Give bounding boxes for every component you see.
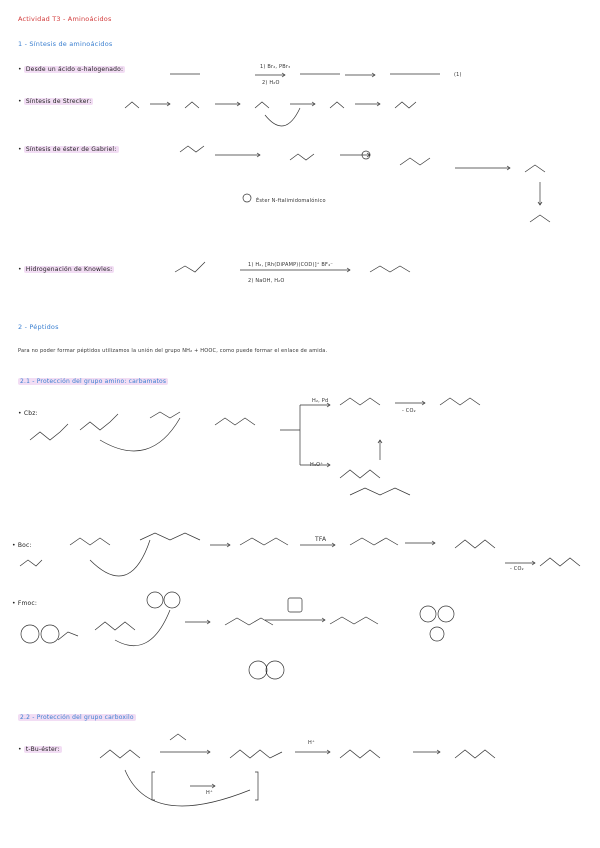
alpha-reagent-2: 2) H₂O (262, 80, 280, 86)
page-title: Actividad T3 - Aminoácidos (18, 15, 112, 23)
reagent-h-plus-1: H⁺ (308, 740, 315, 746)
section-1-title: 1 - Síntesis de aminoácidos (18, 40, 113, 48)
cbz-scheme (30, 398, 480, 495)
knowles-catalyst: 1) H₂, [Rh(DiPAMP)(COD)]⁺ BF₄⁻ (248, 262, 334, 268)
subsection-2-2: 2.2 - Protección del grupo carboxilo (20, 714, 134, 721)
bullet-fmoc: • Fmoc: (12, 600, 38, 607)
item-gabriel: Síntesis de éster de Gabriel: (25, 146, 117, 153)
reagent-tfa: TFA (315, 536, 327, 543)
alpha-ref: (1) (454, 72, 462, 78)
subsection-2-1: 2.1 - Protección del grupo amino: carbamatos (20, 378, 167, 385)
section-2-title: 2 - Péptidos (18, 323, 59, 331)
reagent-h2pd: H₂, Pd (312, 398, 329, 404)
gabriel-scheme (180, 146, 550, 222)
boc-scheme (20, 533, 580, 576)
bullet-gabriel: • Síntesis de éster de Gabriel: (18, 146, 117, 153)
gabriel-note: Éster N-ftalimidomalónico (256, 198, 326, 204)
alpha-halo-scheme (170, 73, 440, 77)
strecker-scheme (125, 102, 416, 126)
bullet-strecker: • Síntesis de Strecker: (18, 98, 92, 105)
item-knowles: Hidrogenación de Knowles: (25, 266, 113, 273)
bullet-boc: • Boc: (12, 542, 32, 549)
reagent-co2-2: - CO₂ (510, 566, 524, 572)
tbu-scheme (100, 734, 495, 806)
knowles-scheme (175, 262, 410, 272)
bullet-tbu: • t-Bu-éster: (18, 746, 60, 753)
item-strecker: Síntesis de Strecker: (25, 98, 92, 105)
knowles-workup: 2) NaOH, H₂O (248, 278, 285, 284)
bullet-knowles: • Hidrogenación de Knowles: (18, 266, 113, 273)
reagent-h-plus-2: H⁺ (206, 790, 213, 796)
bullet-alpha-halo: • Desde un ácido α-halogenado: (18, 66, 124, 73)
reagent-h3o: H₃O⁺ (310, 462, 324, 468)
fmoc-scheme (21, 592, 454, 679)
section-2-intro: Para no poder formar péptidos utilizamos la unión del grupo NH₂ + HOOC, como puede formar el enlace de amida. (18, 348, 328, 354)
alpha-reagent-1: 1) Br₂, PBr₃ (260, 64, 291, 70)
reagent-co2-1: - CO₂ (402, 408, 416, 414)
item-alpha-halo: Desde un ácido α-halogenado: (25, 66, 124, 73)
bullet-cbz: • Cbz: (18, 410, 38, 417)
